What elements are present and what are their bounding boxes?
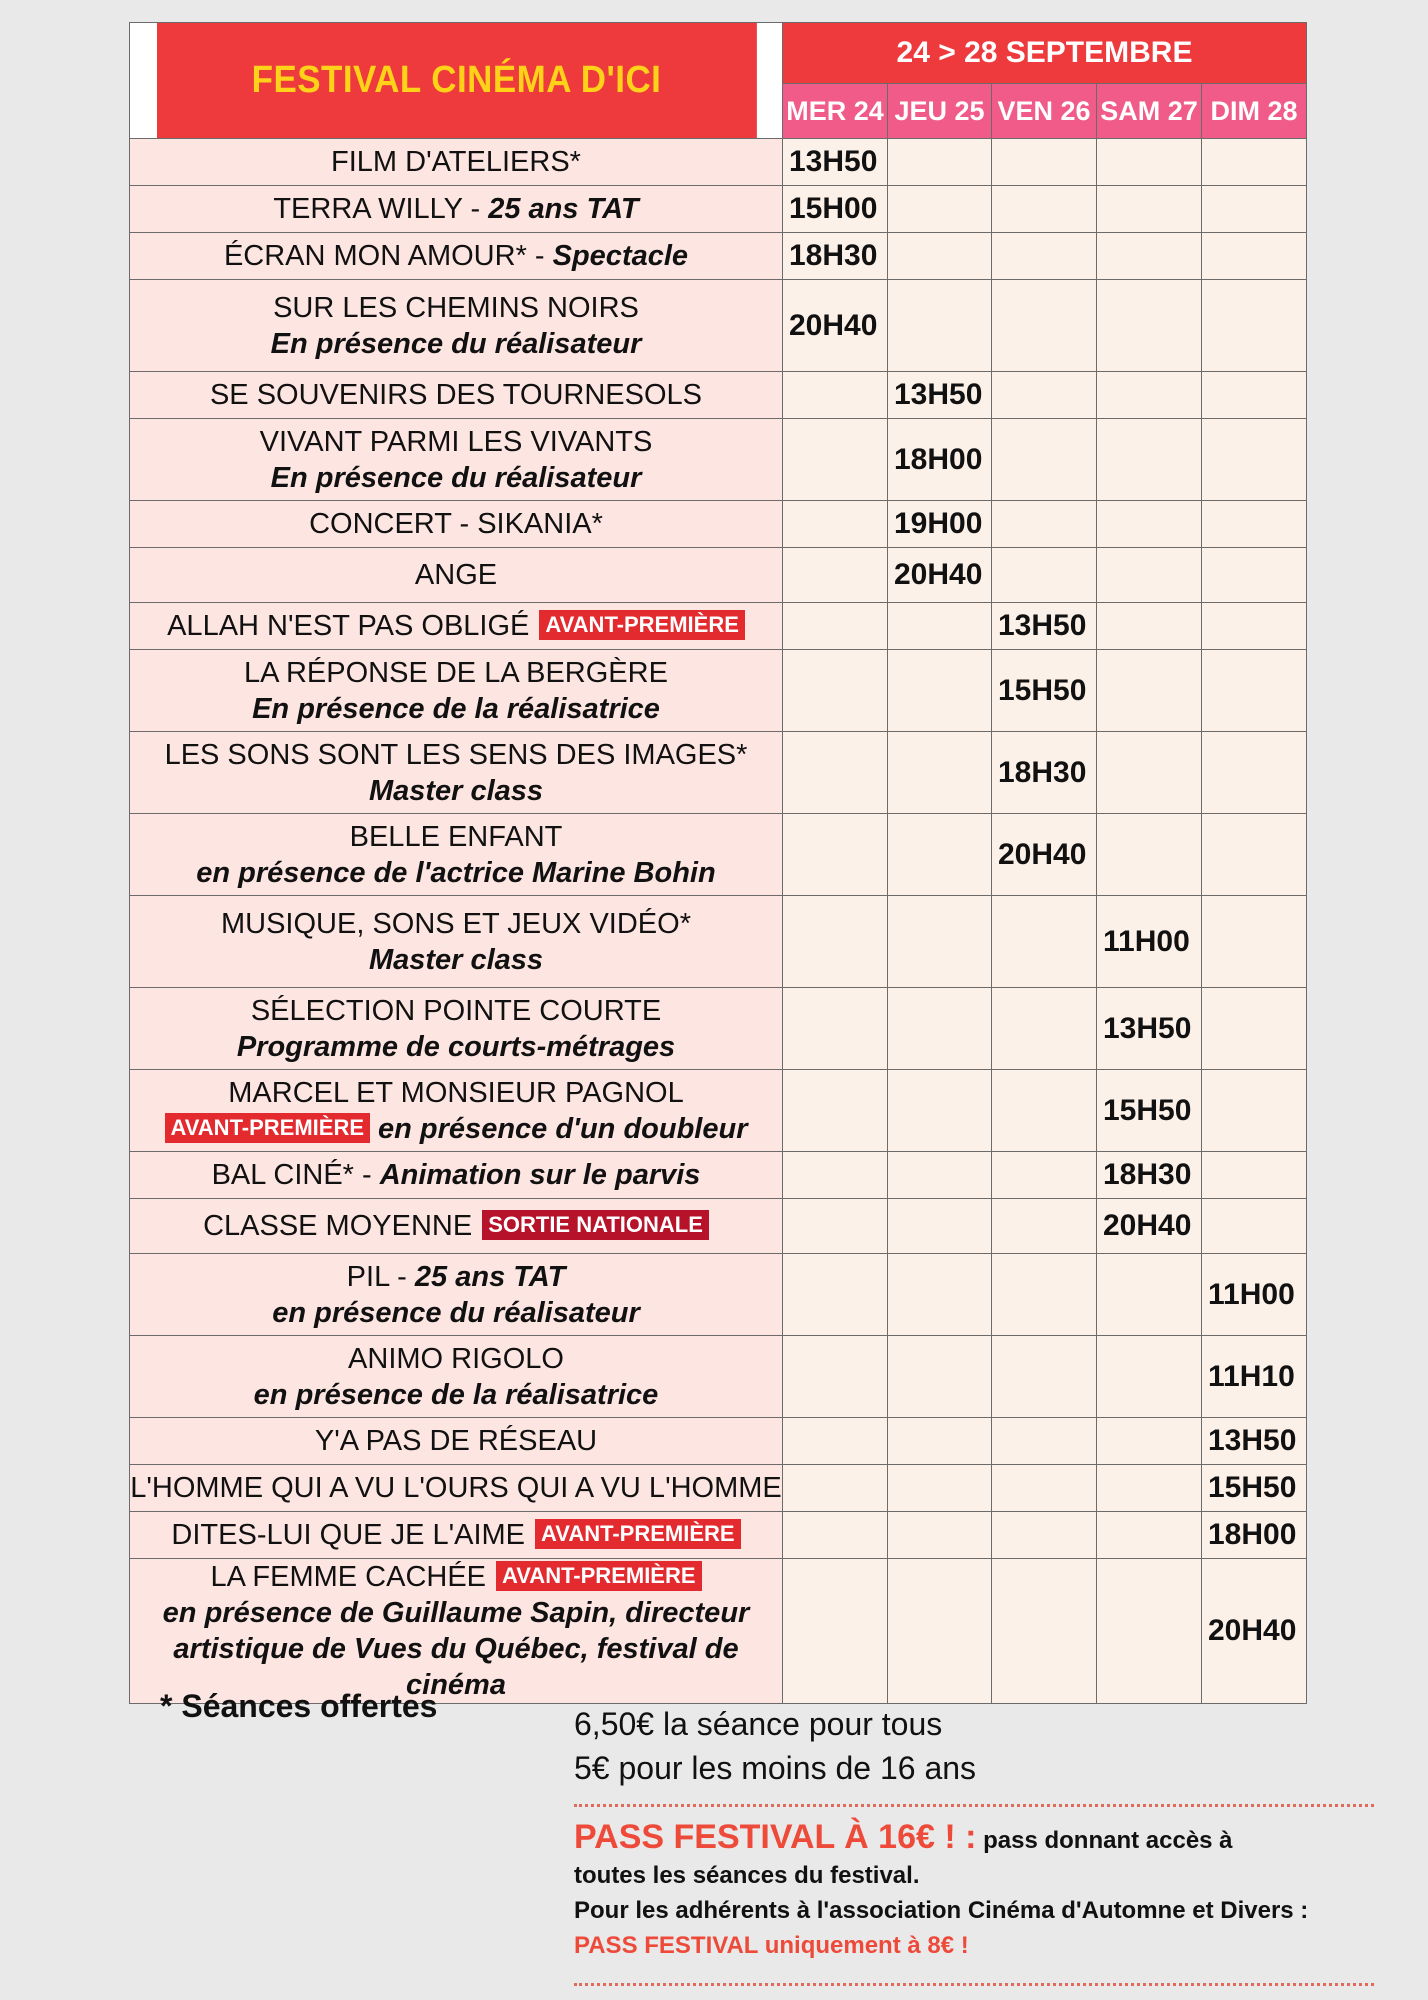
empty-slot xyxy=(1202,419,1307,501)
film-row xyxy=(130,1070,1307,1152)
film-cell xyxy=(130,1336,783,1418)
film-title: L'HOMME QUI A VU L'OURS QUI A VU L'HOMME xyxy=(130,1472,782,1504)
showtime: 18H30 xyxy=(783,233,888,280)
film-row xyxy=(130,372,1307,419)
empty-slot xyxy=(783,896,888,988)
film-subtitle: Animation sur le parvis xyxy=(379,1159,701,1191)
schedule-sheet xyxy=(129,22,1306,1704)
empty-slot xyxy=(783,1336,888,1418)
showtime: 19H00 xyxy=(888,501,992,548)
empty-slot xyxy=(783,1465,888,1512)
film-title: SE SOUVENIRS DES TOURNESOLS xyxy=(209,379,703,411)
empty-slot xyxy=(888,896,992,988)
film-row xyxy=(130,501,1307,548)
film-cell xyxy=(130,1070,783,1152)
price-under-16: 5€ pour les moins de 16 ans xyxy=(574,1750,977,1786)
empty-slot xyxy=(783,1418,888,1465)
empty-slot xyxy=(783,1512,888,1559)
empty-slot xyxy=(992,988,1097,1070)
empty-slot xyxy=(992,548,1097,603)
empty-slot xyxy=(888,280,992,372)
empty-slot xyxy=(992,372,1097,419)
free-sessions-note: * Séances offertes xyxy=(160,1688,438,1724)
film-cell xyxy=(130,548,783,603)
showtime: 15H50 xyxy=(992,650,1097,732)
film-cell xyxy=(130,139,783,186)
showtime: 18H00 xyxy=(888,419,992,501)
empty-slot xyxy=(783,419,888,501)
film-row xyxy=(130,139,1307,186)
film-row xyxy=(130,1465,1307,1512)
national-release-badge: SORTIE NATIONALE xyxy=(482,1210,709,1240)
showtime: 20H40 xyxy=(1097,1199,1202,1254)
pass-title: PASS FESTIVAL À 16€ ! : xyxy=(574,1818,977,1856)
day-header: JEU 25 xyxy=(888,84,992,139)
empty-slot xyxy=(1202,501,1307,548)
film-title: LA RÉPONSE DE LA BERGÈRE xyxy=(244,656,668,689)
empty-slot xyxy=(783,814,888,896)
empty-slot xyxy=(1097,372,1202,419)
film-row xyxy=(130,814,1307,896)
empty-slot xyxy=(1097,1418,1202,1465)
film-cell xyxy=(130,233,783,280)
empty-slot xyxy=(783,372,888,419)
empty-slot xyxy=(992,280,1097,372)
empty-slot xyxy=(992,1199,1097,1254)
film-cell xyxy=(130,419,783,501)
day-header: SAM 27 xyxy=(1097,84,1202,139)
empty-slot xyxy=(888,1254,992,1336)
empty-slot xyxy=(1202,139,1307,186)
empty-slot xyxy=(888,1465,992,1512)
film-subtitle: en présence de Guillaume Sapin, directeur artistique de Vues du Québec, festival de cinéma xyxy=(162,1597,750,1701)
price-all: 6,50€ la séance pour tous xyxy=(574,1706,943,1742)
empty-slot xyxy=(888,988,992,1070)
film-title: ALLAH N'EST PAS OBLIGÉ xyxy=(167,610,530,642)
showtime: 11H00 xyxy=(1097,896,1202,988)
empty-slot xyxy=(1202,233,1307,280)
film-title: CONCERT - SIKANIA* xyxy=(309,508,603,540)
empty-slot xyxy=(992,1559,1097,1704)
empty-slot xyxy=(992,896,1097,988)
empty-slot xyxy=(1202,186,1307,233)
dotted-divider-bottom xyxy=(574,1983,1374,1986)
film-cell xyxy=(130,1199,783,1254)
film-cell xyxy=(130,280,783,372)
film-title: SÉLECTION POINTE COURTE xyxy=(250,994,662,1027)
empty-slot xyxy=(992,1254,1097,1336)
empty-slot xyxy=(1097,814,1202,896)
empty-slot xyxy=(888,1559,992,1704)
film-cell xyxy=(130,501,783,548)
film-cell xyxy=(130,1559,783,1704)
empty-slot xyxy=(1097,186,1202,233)
film-row xyxy=(130,988,1307,1070)
empty-slot xyxy=(888,1070,992,1152)
film-row xyxy=(130,280,1307,372)
film-subtitle: en présence de l'actrice Marine Bohin xyxy=(196,856,716,889)
empty-slot xyxy=(1097,1559,1202,1704)
empty-slot xyxy=(888,732,992,814)
film-title: LES SONS SONT LES SENS DES IMAGES* xyxy=(164,738,748,771)
film-row xyxy=(130,603,1307,650)
film-title: FILM D'ATELIERS* xyxy=(331,146,581,178)
empty-slot xyxy=(1202,896,1307,988)
showtime: 18H30 xyxy=(992,732,1097,814)
film-row xyxy=(130,186,1307,233)
showtime: 18H00 xyxy=(1202,1512,1307,1559)
empty-slot xyxy=(1202,650,1307,732)
film-subtitle: 25 ans TAT xyxy=(488,193,639,225)
film-cell xyxy=(130,603,783,650)
pass-text-2: toutes les séances du festival. xyxy=(574,1862,920,1889)
film-subtitle: En présence du réalisateur xyxy=(270,461,642,494)
empty-slot xyxy=(888,1152,992,1199)
showtime: 20H40 xyxy=(783,280,888,372)
showtime: 11H00 xyxy=(1202,1254,1307,1336)
empty-slot xyxy=(1097,280,1202,372)
empty-slot xyxy=(1097,548,1202,603)
empty-slot xyxy=(888,1512,992,1559)
film-title: MARCEL ET MONSIEUR PAGNOL xyxy=(228,1076,684,1109)
empty-slot xyxy=(992,1418,1097,1465)
empty-slot xyxy=(888,1418,992,1465)
pass-text-1: pass donnant accès à xyxy=(976,1827,1233,1854)
showtime: 15H50 xyxy=(1202,1465,1307,1512)
empty-slot xyxy=(783,1199,888,1254)
film-cell xyxy=(130,732,783,814)
preview-badge: AVANT-PREMIÈRE xyxy=(539,610,745,640)
empty-slot xyxy=(1202,988,1307,1070)
day-header: MER 24 xyxy=(783,84,888,139)
film-row xyxy=(130,1199,1307,1254)
day-header: VEN 26 xyxy=(992,84,1097,139)
empty-slot xyxy=(1097,501,1202,548)
empty-slot xyxy=(888,186,992,233)
showtime: 13H50 xyxy=(1097,988,1202,1070)
film-subtitle: Spectacle xyxy=(552,240,689,272)
film-title: MUSIQUE, SONS ET JEUX VIDÉO* xyxy=(220,907,691,940)
empty-slot xyxy=(992,186,1097,233)
date-range: 24 > 28 SEPTEMBRE xyxy=(783,23,1307,84)
film-title: SUR LES CHEMINS NOIRS xyxy=(273,291,639,324)
showtime: 18H30 xyxy=(1097,1152,1202,1199)
empty-slot xyxy=(992,139,1097,186)
film-subtitle: Programme de courts-métrages xyxy=(236,1030,676,1063)
film-subtitle: En présence du réalisateur xyxy=(270,327,642,360)
festival-title: FESTIVAL CINÉMA D'ICI xyxy=(156,23,757,139)
showtime: 20H40 xyxy=(888,548,992,603)
empty-slot xyxy=(1202,372,1307,419)
empty-slot xyxy=(1097,650,1202,732)
film-row xyxy=(130,896,1307,988)
film-row xyxy=(130,650,1307,732)
empty-slot xyxy=(783,650,888,732)
showtime: 13H50 xyxy=(783,139,888,186)
film-row xyxy=(130,1152,1307,1199)
film-subtitle: En présence de la réalisatrice xyxy=(252,692,660,725)
film-row xyxy=(130,1254,1307,1336)
film-cell xyxy=(130,186,783,233)
film-title: LA FEMME CACHÉE xyxy=(210,1561,487,1593)
film-row xyxy=(130,419,1307,501)
empty-slot xyxy=(783,1152,888,1199)
film-subtitle: Master class xyxy=(368,774,544,807)
empty-slot xyxy=(1097,233,1202,280)
film-title: BAL CINÉ* - xyxy=(211,1159,380,1191)
film-cell xyxy=(130,1512,783,1559)
empty-slot xyxy=(992,1152,1097,1199)
film-title: PIL - xyxy=(346,1260,415,1293)
empty-slot xyxy=(1097,732,1202,814)
empty-slot xyxy=(1202,1199,1307,1254)
empty-slot xyxy=(992,1070,1097,1152)
empty-slot xyxy=(783,501,888,548)
empty-slot xyxy=(783,988,888,1070)
showtime: 13H50 xyxy=(888,372,992,419)
showtime: 20H40 xyxy=(1202,1559,1307,1704)
empty-slot xyxy=(1097,1254,1202,1336)
film-subtitle: en présence d'un doubleur xyxy=(378,1112,748,1145)
showtime: 15H00 xyxy=(783,186,888,233)
empty-slot xyxy=(888,650,992,732)
film-row xyxy=(130,732,1307,814)
empty-slot xyxy=(888,233,992,280)
empty-slot xyxy=(1202,732,1307,814)
empty-slot xyxy=(1202,814,1307,896)
day-header: DIM 28 xyxy=(1202,84,1307,139)
empty-slot xyxy=(1202,1152,1307,1199)
film-subtitle: 25 ans TAT xyxy=(414,1260,566,1293)
preview-badge: AVANT-PREMIÈRE xyxy=(535,1519,741,1549)
film-cell xyxy=(130,896,783,988)
film-row xyxy=(130,1418,1307,1465)
preview-badge: AVANT-PREMIÈRE xyxy=(496,1561,702,1591)
film-title: BELLE ENFANT xyxy=(349,820,563,853)
film-cell xyxy=(130,1152,783,1199)
showtime: 13H50 xyxy=(992,603,1097,650)
empty-slot xyxy=(783,603,888,650)
film-cell xyxy=(130,650,783,732)
empty-slot xyxy=(992,1336,1097,1418)
empty-slot xyxy=(1202,1070,1307,1152)
empty-slot xyxy=(783,1559,888,1704)
film-subtitle: en présence du réalisateur xyxy=(272,1296,640,1329)
preview-badge: AVANT-PREMIÈRE xyxy=(165,1113,371,1143)
film-cell xyxy=(130,988,783,1070)
empty-slot xyxy=(783,548,888,603)
film-cell xyxy=(130,814,783,896)
film-title: VIVANT PARMI LES VIVANTS xyxy=(259,425,653,458)
empty-slot xyxy=(888,603,992,650)
film-title: TERRA WILLY - xyxy=(273,193,489,225)
empty-slot xyxy=(992,1465,1097,1512)
film-row xyxy=(130,548,1307,603)
showtime: 13H50 xyxy=(1202,1418,1307,1465)
film-title: ANIMO RIGOLO xyxy=(348,1342,564,1375)
showtime: 11H10 xyxy=(1202,1336,1307,1418)
pass-member-price: PASS FESTIVAL uniquement à 8€ ! xyxy=(574,1932,969,1959)
empty-slot xyxy=(1202,280,1307,372)
showtime: 20H40 xyxy=(992,814,1097,896)
empty-slot xyxy=(1097,1465,1202,1512)
empty-slot xyxy=(1097,1336,1202,1418)
empty-slot xyxy=(1202,603,1307,650)
film-cell xyxy=(130,1465,783,1512)
film-cell xyxy=(130,1418,783,1465)
film-title: ANGE xyxy=(414,559,498,591)
empty-slot xyxy=(1202,548,1307,603)
empty-slot xyxy=(783,732,888,814)
pass-info xyxy=(574,1820,1374,1963)
empty-slot xyxy=(992,233,1097,280)
empty-slot xyxy=(992,501,1097,548)
film-title: DITES-LUI QUE JE L'AIME xyxy=(171,1519,526,1551)
film-row xyxy=(130,233,1307,280)
prices xyxy=(574,1702,976,1790)
film-row xyxy=(130,1512,1307,1559)
empty-slot xyxy=(992,1512,1097,1559)
schedule-table xyxy=(129,22,1307,1704)
empty-slot xyxy=(1097,1512,1202,1559)
pass-text-3: Pour les adhérents à l'association Cinéma d'Automne et Divers : xyxy=(574,1897,1309,1924)
empty-slot xyxy=(1097,139,1202,186)
film-cell xyxy=(130,1254,783,1336)
empty-slot xyxy=(1097,419,1202,501)
empty-slot xyxy=(783,1070,888,1152)
empty-slot xyxy=(783,1254,888,1336)
empty-slot xyxy=(992,419,1097,501)
dotted-divider-top xyxy=(574,1804,1374,1807)
empty-slot xyxy=(888,1336,992,1418)
film-title: Y'A PAS DE RÉSEAU xyxy=(314,1425,598,1457)
film-subtitle: en présence de la réalisatrice xyxy=(253,1378,659,1411)
empty-slot xyxy=(888,1199,992,1254)
film-row xyxy=(130,1336,1307,1418)
film-subtitle: Master class xyxy=(368,943,544,976)
film-title: ÉCRAN MON AMOUR* - xyxy=(223,240,553,272)
film-title: CLASSE MOYENNE xyxy=(203,1210,473,1242)
empty-slot xyxy=(888,814,992,896)
empty-slot xyxy=(1097,603,1202,650)
showtime: 15H50 xyxy=(1097,1070,1202,1152)
empty-slot xyxy=(888,139,992,186)
film-row xyxy=(130,1559,1307,1704)
film-cell xyxy=(130,372,783,419)
